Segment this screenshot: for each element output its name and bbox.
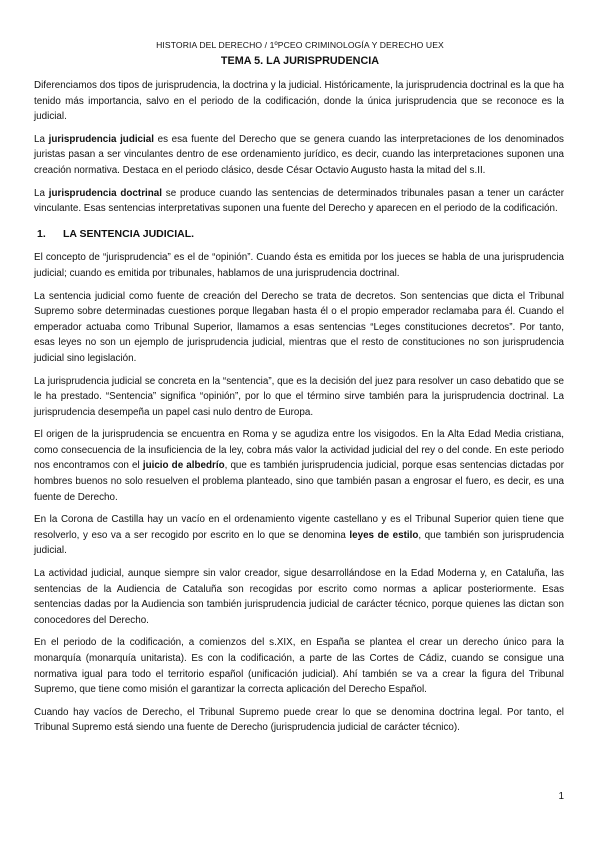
paragraph-doctrina-legal: Cuando hay vacíos de Derecho, el Tribunal Supremo puede crear lo que se denomina doctrina legal. Por tanto, el Tribunal Supremo está siendo una fuente de Derecho (jurisprudencia judicial de carácter técnico). bbox=[34, 706, 564, 734]
bold-term: leyes de estilo bbox=[349, 529, 419, 541]
paragraph-decretos: La sentencia judicial como fuente de creación del Derecho se trata de decretos. Son sentencias que dicta el Tribunal Supremo sobre determinadas cuestiones porque llegaban hasta él o el propio emperador reclamaba para él. Cuando el emperador actuaba como Tribunal Superior, llamamos a esas sentencias “Leges constituciones decretos”. Por tanto, esas leyes no son un ejemplo de jurisprudencia judicial, mientras que el resto de constituciones no son jurisprudencia judicial sino legislación. bbox=[34, 290, 564, 364]
paragraph-origen: El origen de la jurisprudencia se encuentra en Roma y se agudiza entre los visigodos. En la Alta Edad Media cristiana, como consecuencia de la insuficiencia de la ley, cobra más valor la actividad judicial del rey o del conde. En este periodo nos encontramos con el juicio de albedrío, que es también jurisprudencia judicial, porque esas sentencias dictadas por hombres buenos no solo resuelven el problema planteado, sino que también pasan a engrosar el fuero, es decir, es una fuente de Derecho. bbox=[34, 429, 565, 503]
paragraph-jurisprudencia-doctrinal: La jurisprudencia doctrinal se produce cuando las sentencias de determinados tribunales pasan a tener un carácter vinculante. Esas sentencias interpretativas suponen una fuente del Derecho y aparecen en el periodo de la codificación. bbox=[34, 187, 564, 215]
paragraph-concepto: El concepto de “jurisprudencia” es el de “opinión”. Cuando ésta es emitida por los jueces se habla de una jurisprudencia judicial; cuando es emitida por tribunales, hablamos de una jurisprudencia doctrinal. bbox=[34, 252, 564, 279]
bold-term: juicio de albedrío bbox=[142, 460, 225, 472]
document-header: HISTORIA DEL DERECHO / 1ºPCEO CRIMINOLOGÍA Y DERECHO UEX bbox=[156, 40, 444, 50]
section-label: LA SENTENCIA JUDICIAL. bbox=[63, 227, 195, 240]
bold-term: jurisprudencia judicial bbox=[48, 133, 154, 145]
paragraph-codificacion: En el periodo de la codificación, a comienzos del s.XIX, en España se plantea el crear un derecho único para la monarquía (monarquía unitarista). Es con la codificación, a parte de las Cortes de Cádiz, cuando se consigue una normativa igual para todo el territorio español (unificación judicial). Ahí también se va a crear la figura del Tribunal Supremo, que tiene como misión el garantizar la correcta aplicación del Derecho Español. bbox=[34, 637, 564, 696]
paragraph-jurisprudencia-judicial: La jurisprudencia judicial es esa fuente del Derecho que se genera cuando las interpretaciones de los denominados juristas pasan a ser vinculantes dentro de ese ordenamiento jurídico, es decir, cuando las interpretaciones suponen una creación normativa. Destaca en el periodo clásico, desde César Octavio Augusto hasta la mitad del s.II. bbox=[34, 133, 564, 176]
document-body bbox=[34, 78, 564, 743]
paragraph-cataluna: La actividad judicial, aunque siempre sin valor creador, sigue desarrollándose en la Edad Moderna y, en Cataluña, las sentencias de la Audiencia de Cataluña son recogidas por escrito como normas a aplicar posteriormente. Esas sentencias dadas por la Audiencia son también jurisprudencia judicial de carácter técnico, porque quienes las dictan son conocedores del Derecho. bbox=[34, 568, 564, 626]
section-heading bbox=[34, 227, 564, 243]
document-title: TEMA 5. LA JURISPRUDENCIA bbox=[220, 55, 380, 67]
section-number: 1. bbox=[37, 227, 46, 240]
page-number: 1 bbox=[558, 791, 564, 802]
paragraph-intro: Diferenciamos dos tipos de jurisprudencia, la doctrina y la judicial. Históricamente, la jurisprudencia doctrinal es la que ha tenido más importancia, salvo en el periodo de la codificación, donde la única jurisprudencia que se reconoce es la judicial. bbox=[34, 80, 564, 123]
paragraph-castilla: En la Corona de Castilla hay un vacío en el ordenamiento vigente castellano y es el Tribunal Superior quien tiene que resolverlo, y eso va a ser recogido por escrito en lo que se denomina leyes de estilo, que también son jurisprudencia judicial. bbox=[34, 514, 564, 557]
bold-term: jurisprudencia doctrinal bbox=[48, 187, 162, 199]
paragraph-sentencia: La jurisprudencia judicial se concreta en la “sentencia”, que es la decisión del juez para resolver un caso debatido que se le ha prestado. “Sentencia” significa “opinión”, por lo que el término sirve también para la jurisprudencia doctrinal. La jurisprudencia desempeña un papel casi nulo dentro de Europa. bbox=[34, 375, 564, 418]
